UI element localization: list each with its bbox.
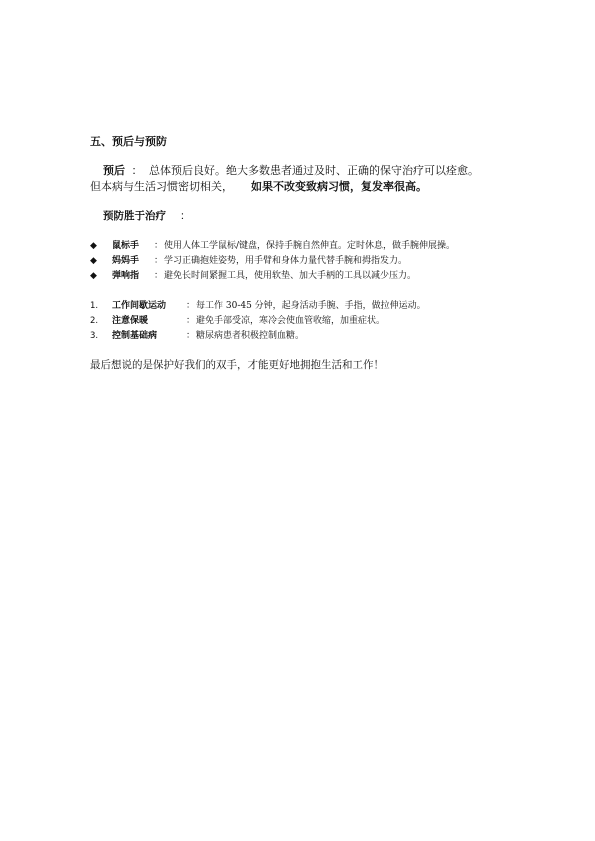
diamond-bullet-icon: ◆ [90, 241, 97, 251]
numbered-item [90, 298, 426, 311]
prevention-heading-text: 预防胜于治疗 [103, 210, 166, 222]
prognosis-label: 预后 [103, 164, 125, 177]
section-title: 五、预后与预防 [90, 135, 167, 148]
prognosis-colon: ： [131, 164, 143, 177]
item-colon: ： [186, 301, 196, 311]
bullet-colon: ： [154, 271, 164, 281]
bullet-colon: ： [154, 241, 164, 251]
item-term: 注意保暖 [112, 316, 149, 326]
item-text: 糖尿病患者积极控制血糖。 [196, 331, 305, 341]
item-colon: ： [186, 316, 196, 326]
item-term: 控制基础病 [112, 331, 158, 341]
prognosis-text-line-2: 但本病与生活习惯密切相关， [90, 180, 233, 193]
prognosis-warning: 如果不改变致病习惯，复发率很高。 [251, 180, 427, 193]
bullet-colon: ： [154, 256, 164, 266]
bullet-term: 妈妈手 [112, 256, 140, 266]
numbered-item [90, 313, 385, 326]
numbered-item [90, 328, 304, 341]
prevention-heading [103, 208, 191, 223]
bullet-text: 避免长时间紧握工具，使用软垫、加大手柄的工具以减少压力。 [164, 271, 417, 281]
item-colon: ： [186, 331, 196, 341]
prognosis-line-2 [90, 178, 427, 194]
closing-sentence: 最后想说的是保护好我们的双手，才能更好地拥抱生活和工作！ [90, 359, 384, 371]
bullet-text: 使用人体工学鼠标/键盘，保持手腕自然伸直。定时休息，做手腕伸展操。 [164, 241, 456, 251]
bullet-text: 学习正确抱娃姿势，用手臂和身体力量代替手腕和拇指发力。 [164, 256, 408, 266]
prognosis-text-line-1: 总体预后良好。绝大多数患者通过及时、正确的保守治疗可以痊愈。 [149, 164, 479, 177]
item-number: 2. [90, 316, 99, 326]
item-text: 避免手部受凉，寒冷会使血管收缩，加重症状。 [196, 316, 386, 326]
prognosis-line-1 [103, 162, 479, 178]
bullet-term: 弹响指 [112, 271, 140, 281]
prevention-heading-colon: ： [180, 210, 191, 222]
bullet-item [90, 253, 407, 266]
bullet-item [90, 238, 455, 251]
bullet-term: 鼠标手 [112, 241, 140, 251]
item-term: 工作间歇运动 [112, 301, 167, 311]
bullet-item [90, 268, 416, 281]
item-number: 3. [90, 331, 99, 341]
item-number: 1. [90, 301, 99, 311]
item-text: 每工作 30-45 分钟，起身活动手腕、手指，做拉伸运动。 [196, 301, 426, 311]
diamond-bullet-icon: ◆ [90, 256, 97, 266]
diamond-bullet-icon: ◆ [90, 271, 97, 281]
